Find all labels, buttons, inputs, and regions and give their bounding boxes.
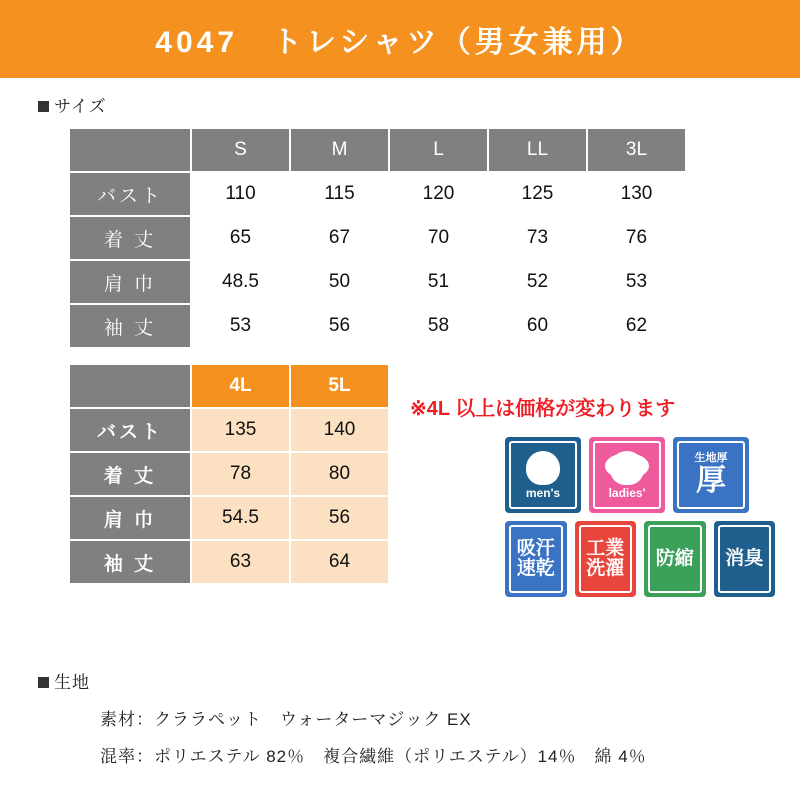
size-table-main	[68, 127, 687, 349]
cell-sleeve-ll: 60	[488, 304, 587, 348]
cell-shoulder-m: 50	[290, 260, 389, 304]
fabric-section-label	[38, 668, 647, 693]
bullet-square-icon	[38, 677, 49, 688]
cell-sleeve-l: 58	[389, 304, 488, 348]
ladies-icon	[589, 437, 665, 513]
size-section-text: サイズ	[54, 97, 107, 116]
fabric-thickness-text-stack	[695, 453, 728, 496]
cell-bust-3l: 130	[587, 172, 686, 216]
table-header-row	[69, 128, 686, 172]
fabric-section	[38, 668, 647, 767]
cell-length-s: 65	[191, 216, 290, 260]
deodorant-icon	[714, 521, 776, 597]
column-header-m: M	[290, 128, 389, 172]
moisture-wicking-line2: 速乾	[516, 558, 555, 579]
row-label-bust: バスト	[69, 172, 191, 216]
industrial-wash-line2: 洗濯	[586, 558, 625, 579]
page-header	[0, 0, 800, 78]
industrial-wash-icon	[575, 521, 637, 597]
column-header-4l: 4L	[191, 364, 290, 408]
row-label-sleeve-large: 袖 丈	[69, 540, 191, 584]
cell-bust-m: 115	[290, 172, 389, 216]
fabric-thickness-line1: 生地厚	[694, 452, 728, 465]
fabric-blend-line: 混率：ポリエステル 82％ 複合繊維（ポリエステル）14％ 綿 4％	[100, 747, 647, 766]
cell-bust-l: 120	[389, 172, 488, 216]
fabric-thickness-line2: 厚	[696, 464, 726, 498]
row-label-shoulder-large: 肩 巾	[69, 496, 191, 540]
male-silhouette-shape	[526, 451, 560, 485]
moisture-wicking-line1: 吸汗	[516, 538, 555, 560]
cell-shoulder-3l: 53	[587, 260, 686, 304]
column-header-3l: 3L	[587, 128, 686, 172]
feature-icon-row-2	[505, 521, 775, 597]
mens-icon	[505, 437, 581, 513]
cell-bust-4l: 135	[191, 408, 290, 452]
row-label-bust-large: バスト	[69, 408, 191, 452]
cell-shoulder-5l: 56	[290, 496, 389, 540]
feature-icon-grid	[505, 437, 775, 605]
table-header-row	[69, 364, 389, 408]
table-row	[69, 540, 389, 584]
cell-shoulder-4l: 54.5	[191, 496, 290, 540]
cell-sleeve-4l: 63	[191, 540, 290, 584]
table-corner-cell	[69, 364, 191, 408]
cell-shoulder-ll: 52	[488, 260, 587, 304]
fabric-thickness-icon	[673, 437, 749, 513]
moisture-wicking-icon	[505, 521, 567, 597]
moisture-wicking-text-stack	[517, 539, 555, 579]
deodorant-label: 消臭	[725, 548, 764, 570]
cell-length-l: 70	[389, 216, 488, 260]
industrial-wash-text-stack	[586, 539, 624, 579]
cell-length-5l: 80	[290, 452, 389, 496]
row-label-length: 着 丈	[69, 216, 191, 260]
row-label-shoulder: 肩 巾	[69, 260, 191, 304]
ladies-icon-label: ladies'	[608, 485, 646, 500]
row-label-length-large: 着 丈	[69, 452, 191, 496]
mens-icon-label: men's	[525, 485, 561, 500]
anti-shrink-label: 防縮	[655, 548, 694, 570]
column-header-5l: 5L	[290, 364, 389, 408]
fabric-section-text: 生地	[54, 673, 90, 692]
column-header-s: S	[191, 128, 290, 172]
cell-sleeve-5l: 64	[290, 540, 389, 584]
table-row	[69, 452, 389, 496]
fabric-material-line: 素材：クララペット ウォーターマジック EX	[100, 710, 472, 729]
table-corner-cell	[69, 128, 191, 172]
price-note: ※4L 以上は価格が変わります	[410, 398, 676, 420]
cell-bust-s: 110	[191, 172, 290, 216]
anti-shrink-icon	[644, 521, 706, 597]
cell-bust-5l: 140	[290, 408, 389, 452]
cell-sleeve-s: 53	[191, 304, 290, 348]
table-row	[69, 260, 686, 304]
table-row	[69, 304, 686, 348]
table-row	[69, 496, 389, 540]
cell-length-m: 67	[290, 216, 389, 260]
feature-icon-row-1	[505, 437, 775, 513]
female-silhouette-shape	[610, 451, 644, 485]
page-title: 4047 トレシャツ（男女兼用）	[155, 26, 645, 59]
cell-bust-ll: 125	[488, 172, 587, 216]
cell-sleeve-m: 56	[290, 304, 389, 348]
size-table-large	[68, 363, 390, 585]
cell-length-3l: 76	[587, 216, 686, 260]
bullet-square-icon	[38, 101, 49, 112]
cell-length-4l: 78	[191, 452, 290, 496]
table-row	[69, 408, 389, 452]
cell-sleeve-3l: 62	[587, 304, 686, 348]
column-header-ll: LL	[488, 128, 587, 172]
table-row	[69, 172, 686, 216]
cell-shoulder-s: 48.5	[191, 260, 290, 304]
size-section-label	[38, 92, 800, 117]
cell-length-ll: 73	[488, 216, 587, 260]
row-label-sleeve: 袖 丈	[69, 304, 191, 348]
industrial-wash-line1: 工業	[586, 538, 625, 560]
cell-shoulder-l: 51	[389, 260, 488, 304]
column-header-l: L	[389, 128, 488, 172]
table-row	[69, 216, 686, 260]
